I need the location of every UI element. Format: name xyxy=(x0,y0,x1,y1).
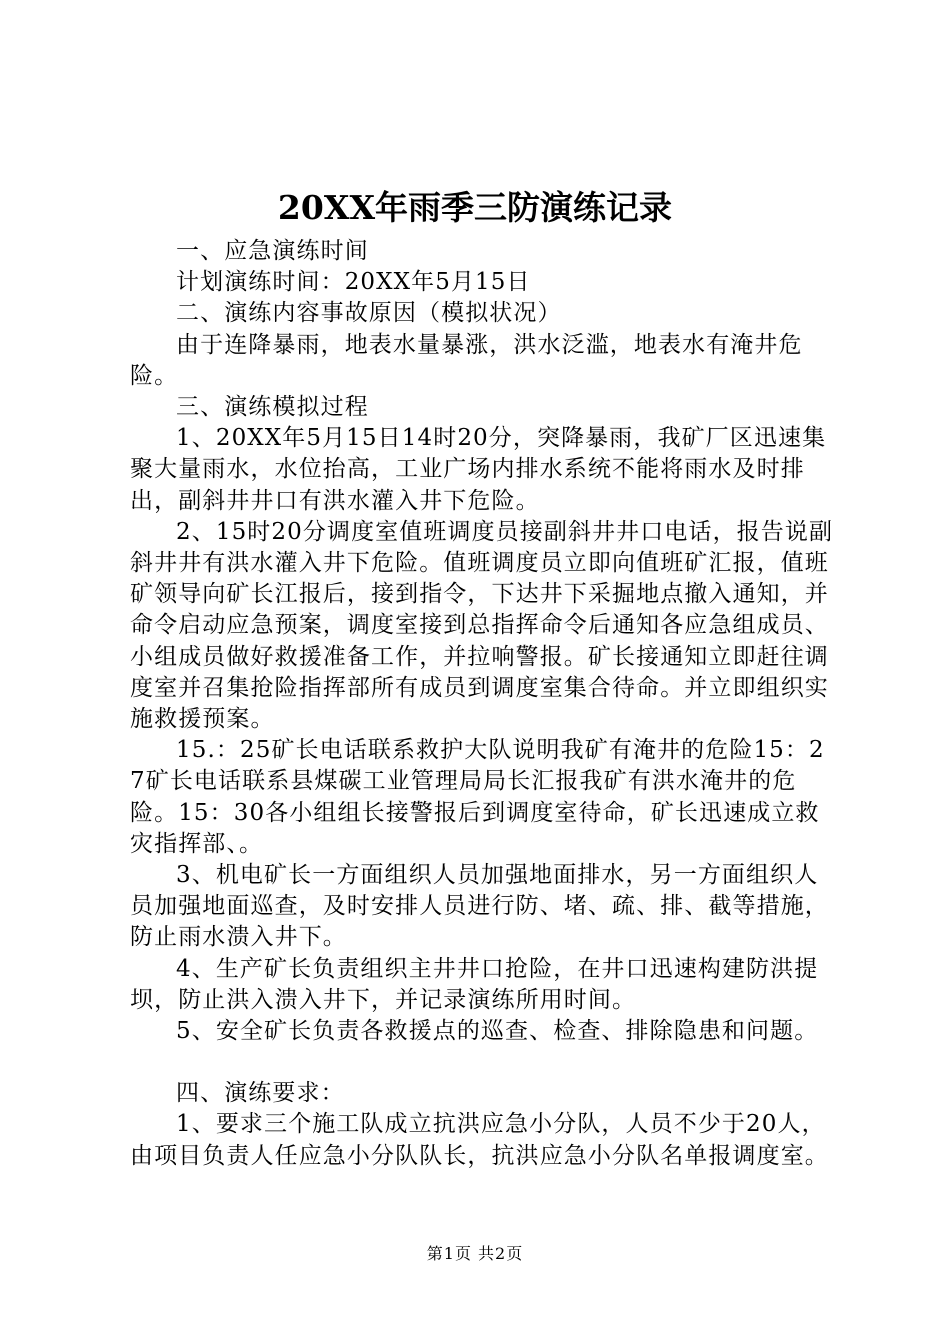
page-footer: 第1页 共2页 xyxy=(426,1244,524,1263)
section-heading-process: 三、演练模拟过程 xyxy=(176,394,369,421)
process-timeline: 15.：25矿长电话联系救护大队说明我矿有淹井的危险15：27矿长电话联系县煤碳工业管理局局长汇报我矿有洪水淹井的危险。15：30各小组组长接警报后到调度室待命，矿长迅速成立救灾指挥部、。 xyxy=(130,737,825,857)
process-step-5: 5、安全矿长负责各救援点的巡查、检查、排除隐患和问题。 xyxy=(176,1018,819,1045)
section-heading-time: 一、应急演练时间 xyxy=(176,238,369,264)
process-step-3: 3、机电矿长一方面组织人员加强地面排水，另一方面组织人员加强地面巡查，及时安排人员进行防、堵、疏、排、截等措施，防止雨水溃入井下。 xyxy=(130,862,829,951)
process-step-2: 2、15时20分调度室值班调度员接副斜井井口电话，报告说副斜井井有洪水灌入井下危险。值班调度员立即向值班矿汇报，值班矿领导向矿长江报后，接到指令，下达井下采掘地点撤入通知，并命令启动应急预案，调度室接到总指挥命令后通知各应急组成员、小组成员做好救援准备工作，并拉响警报。矿长接通知立即赶往调度室并召集抢险指挥部所有成员到调度室集合待命。并立即组织实施救援预案。 xyxy=(130,518,834,733)
document-title: 20XX年雨季三防演练记录 xyxy=(277,188,673,227)
planned-time-line: 计划演练时间：20XX年5月15日 xyxy=(176,269,531,296)
section-heading-requirements: 四、演练要求： xyxy=(176,1080,345,1107)
section-heading-cause: 二、演练内容事故原因（模拟状况） xyxy=(176,300,562,327)
process-step-1: 1、20XX年5月15日14时20分，突降暴雨，我矿厂区迅速集聚大量雨水，水位抬高，工业广场内排水系统不能将雨水及时排出，副斜井井口有洪水灌入井下危险。 xyxy=(130,425,827,514)
process-step-4: 4、生产矿长负责组织主井井口抢险，在井口迅速构建防洪提坝，防止洪入溃入井下，并记录演练所用时间。 xyxy=(130,955,819,1013)
cause-paragraph: 由于连降暴雨，地表水量暴涨，洪水泛滥，地表水有淹井危险。 xyxy=(130,331,803,389)
requirement-1: 1、要求三个施工队成立抗洪应急小分队，人员不少于20人，由项目负责人任应急小分队队长，抗洪应急小分队名单报调度室。 xyxy=(130,1111,829,1169)
document-body xyxy=(130,236,840,1172)
paragraph-spacer xyxy=(130,1047,840,1078)
